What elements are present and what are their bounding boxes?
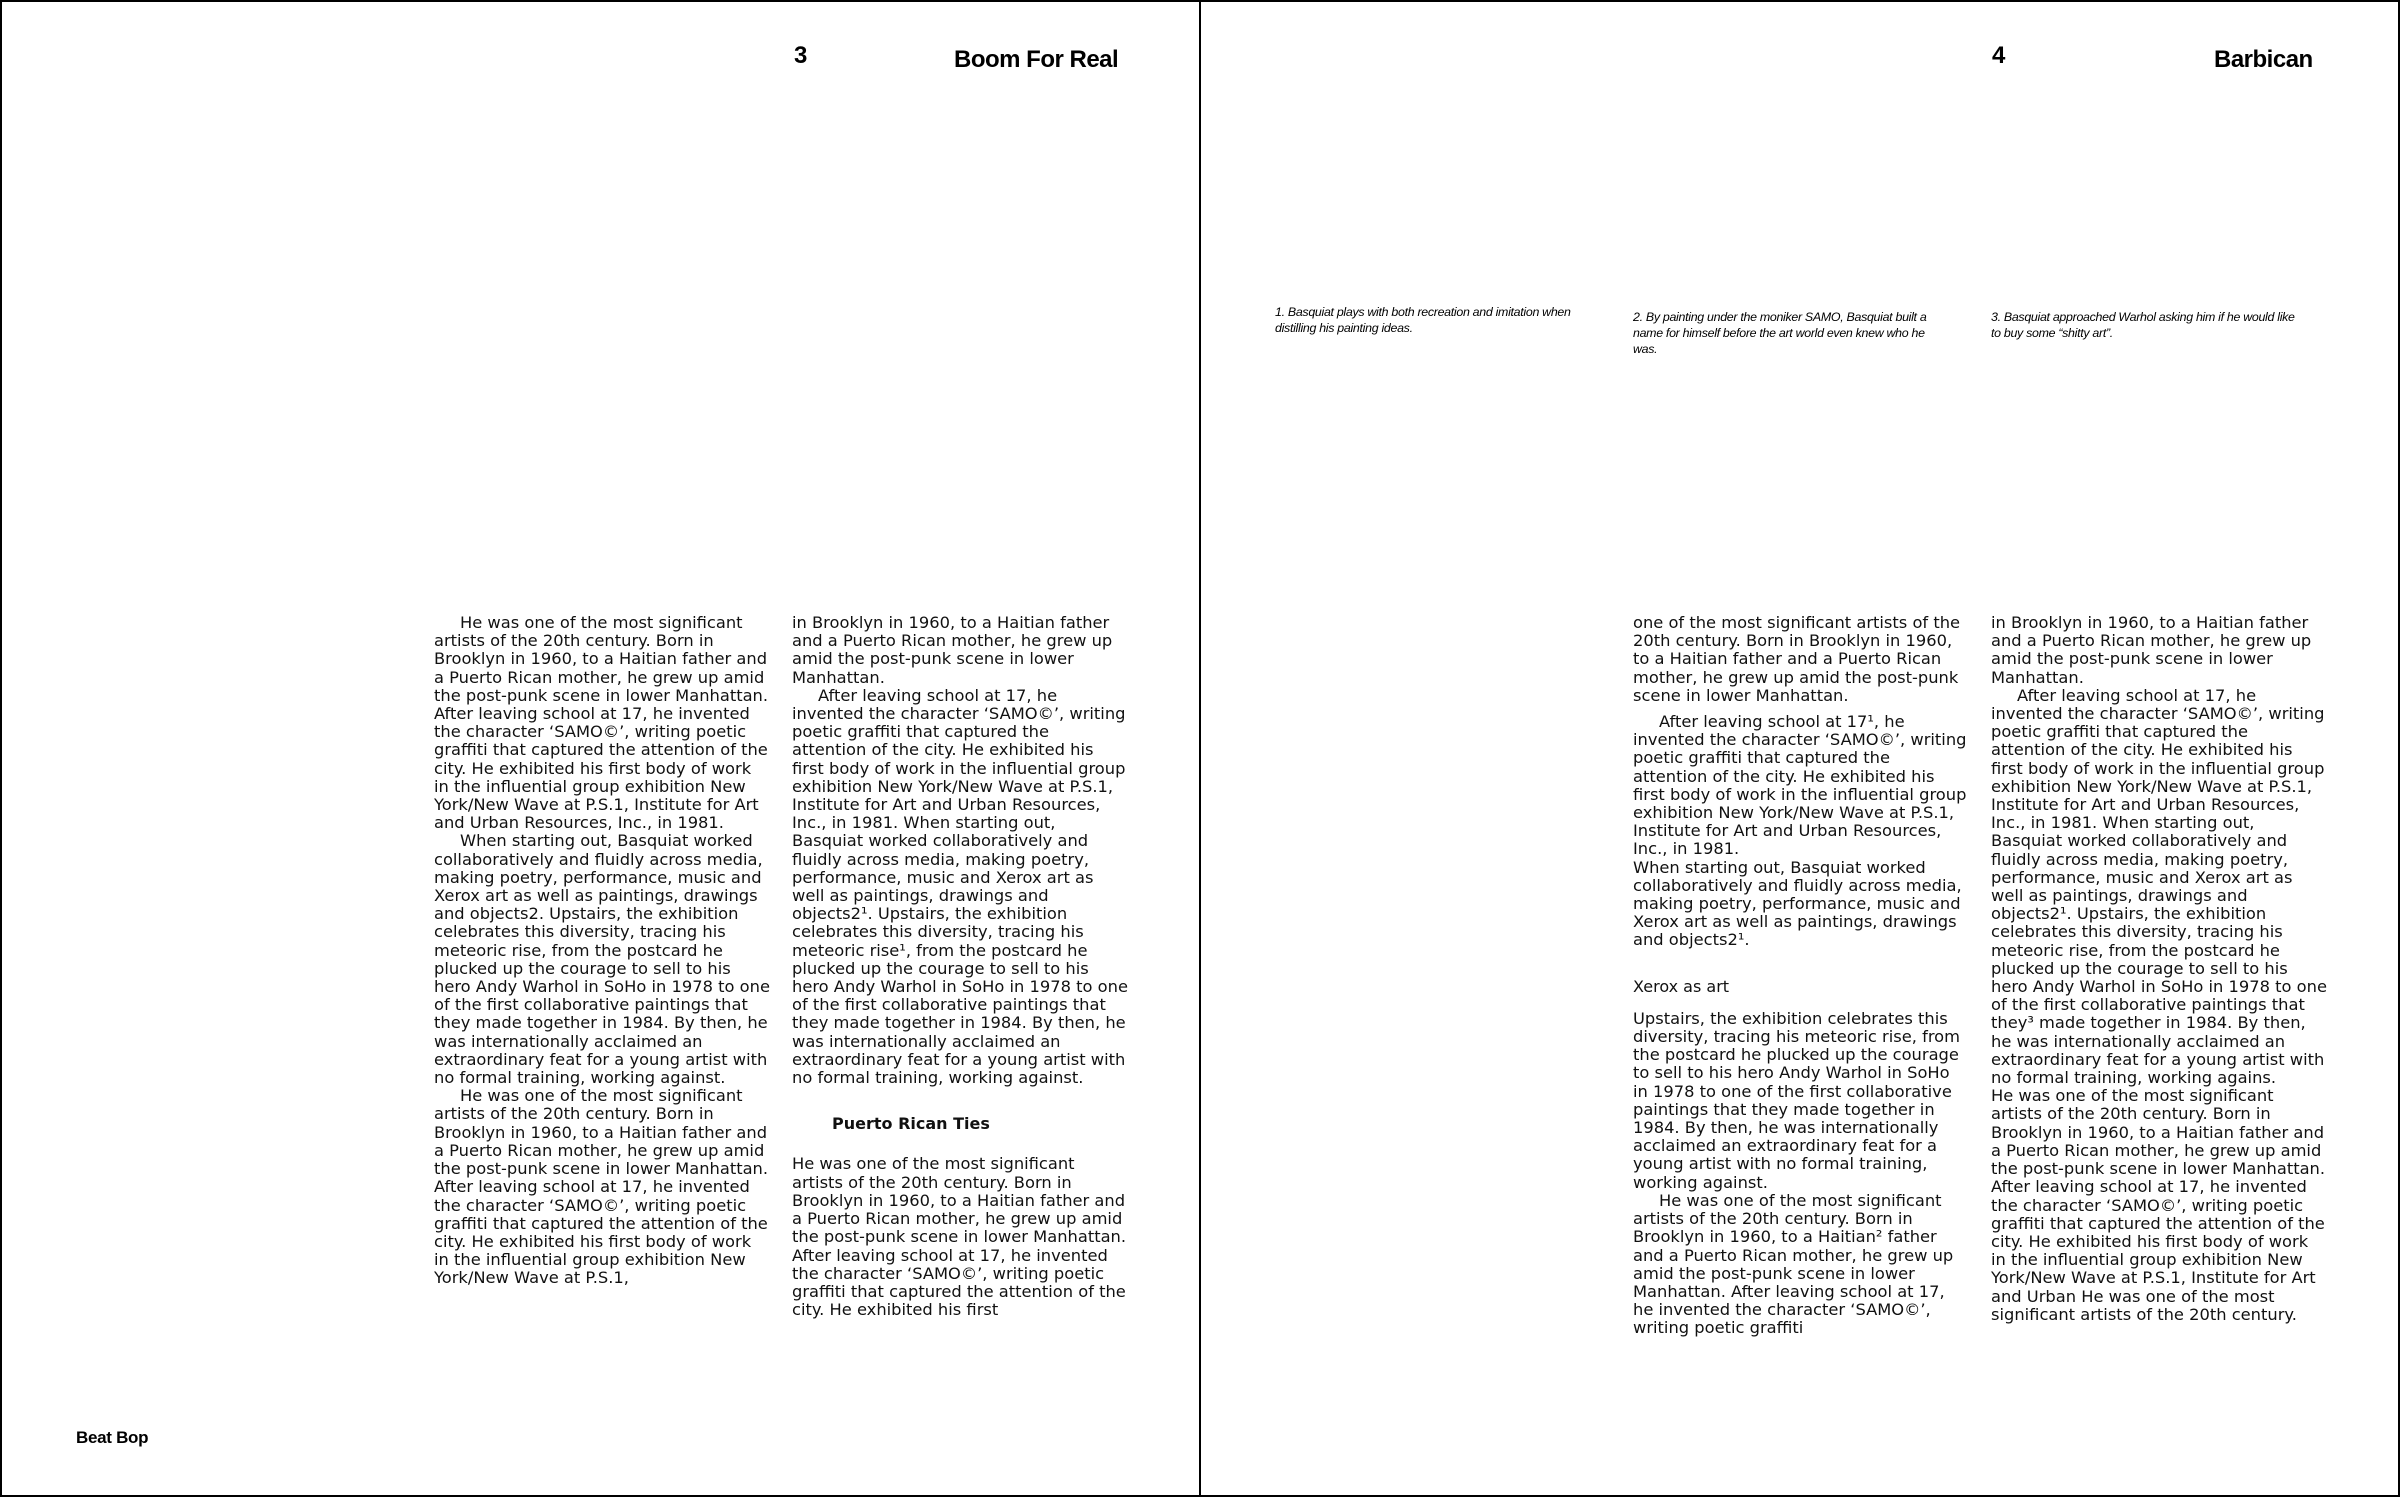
paragraph: He was one of the most significant artists of the 20th century. Born in Brooklyn in 1960, to a Haitian father and a Puerto Rican mother, he grew up amid the post-punk scene in lower Manhattan. After leaving school at 17, he invented the character ‘SAMO©’, writing poetic graffiti that captured the attention of the city. He exhibited his first body of work in the influential group exhibition New York/New Wave at P.S.1, bbox=[434, 1086, 769, 1288]
left-page bbox=[0, 0, 1202, 1497]
paragraph: in Brooklyn in 1960, to a Haitian father and a Puerto Rican mother, he grew up amid the post-punk scene in lower Manhattan. bbox=[1991, 613, 2312, 687]
running-head: Boom For Real bbox=[954, 46, 1119, 73]
paragraph: He was one of the most significant artists of the 20th century. Born in Brooklyn in 1960, to a Haitian father and a Puerto Rican mother, he grew up amid the post-punk scene in lower Manhattan. After leaving school at 17, he invented the character ‘SAMO©’, writing poetic graffiti that captured the attention of the city. He exhibited his first bbox=[792, 1154, 1127, 1320]
section-subhead: Puerto Rican Ties bbox=[832, 1114, 990, 1134]
page-number: 4 bbox=[1992, 42, 2006, 69]
footnote-3: 3. Basquiat approached Warhol asking him if he would like to buy some “shitty art”. bbox=[1991, 310, 2295, 340]
body-column-1 bbox=[434, 614, 770, 1288]
paragraph: one of the most significant artists of the 20th century. Born in Brooklyn in 1960, to a Haitian father and a Puerto Rican mother, he grew up amid the post-punk scene in lower Manhattan. bbox=[1633, 613, 1961, 705]
body-column-2 bbox=[792, 614, 1128, 1319]
paragraph: Upstairs, the exhibition celebrates this diversity, tracing his meteoric rise, from the postcard he plucked up the courage to sell to his hero Andy Warhol in SoHo in 1978 to one of the first collaborative paintings that they made together in 1984. By then, he was internationally acclaimed an extraordinary feat for a young artist with no formal training, working against. bbox=[1633, 1008, 1960, 1192]
footnote-2: 2. By painting under the moniker SAMO, Basquiat built a name for himself before the art world even knew who he was. bbox=[1633, 310, 1927, 356]
running-head: Barbican bbox=[2214, 46, 2313, 73]
paragraph: After leaving school at 17, he invented the character ‘SAMO©’, writing poetic graffiti that captured the attention of the city. He exhibited his first body of work in the influential group exhibition New York/New Wave at P.S.1, Institute for Art and Urban Resources, Inc., in 1981. When starting out, Basquiat worked collaboratively and fluidly across media, making poetry, performance, music and Xerox art as well as paintings, drawings and objects2¹. Upstairs, the exhibition celebrates this diversity, tracing his meteoric rise¹, from the postcard he plucked up the courage to sell to his hero Andy Warhol in SoHo in 1978 to one of the first collaborative paintings that they made together in 1984. By then, he was internationally acclaimed an extraordinary feat for a young artist with no formal training, working against. bbox=[792, 685, 1128, 1088]
section-subhead: Xerox as art bbox=[1633, 976, 1730, 996]
paragraph: After leaving school at 17, he invented the character ‘SAMO©’, writing poetic graffiti that captured the attention of the city. He exhibited his first body of work in the influential group exhibition New York/New Wave at P.S.1, Institute for Art and Urban Resources, Inc., in 1981. When starting out, Basquiat worked collaboratively and fluidly across media, making poetry, performance, music and Xerox art as well as paintings, drawings and objects2¹. Upstairs, the exhibition celebrates this diversity, tracing his meteoric rise, from the postcard he plucked up the courage to sell to his hero Andy Warhol in SoHo in 1978 to one of the first collaborative paintings that they³ made together in 1984. By then, he was internationally acclaimed an extraordinary feat for a young artist with no formal training, working agains. bbox=[1991, 685, 2327, 1088]
right-page bbox=[1199, 0, 2400, 1497]
paragraph: in Brooklyn in 1960, to a Haitian father and a Puerto Rican mother, he grew up amid the post-punk scene in lower Manhattan. bbox=[792, 613, 1113, 687]
paragraph: When starting out, Basquiat worked collaboratively and fluidly across media, making poetry, performance, music and Xerox art as well as paintings, drawings and objects2¹. bbox=[1633, 857, 1962, 950]
footnote-1: 1. Basquiat plays with both recreation and imitation when distilling his painting ideas. bbox=[1275, 305, 1571, 335]
body-column-2 bbox=[1991, 614, 2327, 1324]
paragraph: He was one of the most significant artists of the 20th century. Born in Brooklyn in 1960, to a Haitian father and a Puerto Rican mother, he grew up amid the post-punk scene in lower Manhattan. After leaving school at 17, he invented the character ‘SAMO©’, writing poetic graffiti that captured the attention of the city. He exhibited his first body of work in the influential group exhibition New York/New Wave at P.S.1, Institute for Art and Urban Resources, Inc., in 1981. bbox=[434, 613, 769, 833]
paragraph: After leaving school at 17¹, he invented the character ‘SAMO©’, writing poetic graffiti that captured the attention of the city. He exhibited his first body of work in the influential group exhibition New York/New Wave at P.S.1, Institute for Art and Urban Resources, Inc., in 1981. bbox=[1633, 712, 1967, 859]
page-number: 3 bbox=[794, 42, 808, 69]
paragraph: He was one of the most significant artists of the 20th century. Born in Brooklyn in 1960, to a Haitian² father and a Puerto Rican mother, he grew up amid the post-punk scene in lower Manhattan. After leaving school at 17, he invented the character ‘SAMO©’, writing poetic graffiti bbox=[1633, 1190, 1954, 1338]
paragraph: He was one of the most significant artists of the 20th century. Born in Brooklyn in 1960, to a Haitian father and a Puerto Rican mother, he grew up amid the post-punk scene in lower Manhattan. After leaving school at 17, he invented the character ‘SAMO©’, writing poetic graffiti that captured the attention of the city. He exhibited his first body of work in the influential group exhibition New York/New Wave at P.S.1, Institute for Art and Urban He was one of the most significant artists of the 20th century. bbox=[1991, 1086, 2326, 1324]
footer-label: Beat Bop bbox=[76, 1428, 149, 1447]
body-column-1 bbox=[1633, 614, 1969, 1338]
paragraph: When starting out, Basquiat worked collaboratively and fluidly across media, making poetry, performance, music and Xerox art as well as paintings, drawings and objects2. Upstairs, the exhibition celebrates this diversity, tracing his meteoric rise, from the postcard he plucked up the courage to sell to his hero Andy Warhol in SoHo in 1978 to one of the first collaborative paintings that they made together in 1984. By then, he was internationally acclaimed an extraordinary feat for a young artist with no formal training, working against. bbox=[434, 831, 770, 1088]
